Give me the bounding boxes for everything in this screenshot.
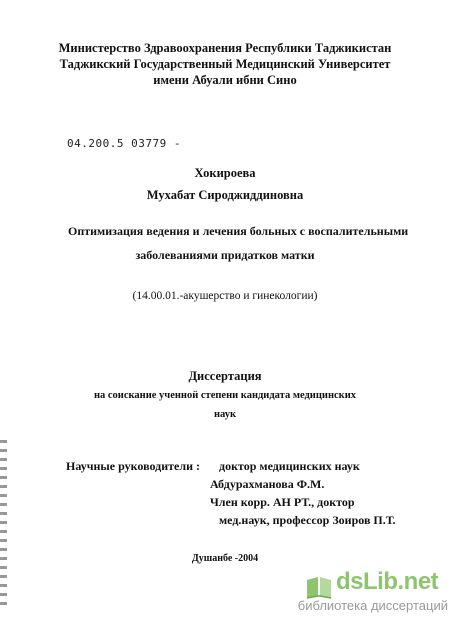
dissertation-title-line1: Оптимизация ведения и лечения больных с воспалительными: [68, 224, 409, 238]
specialty-code: (14.00.01.-акушерство и гинекологии): [132, 290, 318, 302]
author-surname: Хокироева: [194, 166, 256, 180]
dslib-watermark: [270, 568, 448, 614]
university-line: Таджикский Государственный Медицинский Университет: [59, 57, 391, 71]
dissertation-title-line2: заболеваниями придатков матки: [135, 248, 315, 262]
supervisor-2-name: мед.наук, профессор Зоиров П.Т.: [219, 513, 396, 527]
ministry-line: Министерство Здравоохранения Республики Таджикистан: [58, 41, 392, 55]
dissertation-heading: Диссертация: [188, 369, 262, 383]
dslib-logo: [270, 568, 448, 598]
degree-line: на соискание ученной степени кандидата медицинских: [93, 390, 357, 401]
supervisor-degree: доктор медицинских наук: [219, 459, 360, 473]
scan-edge-marks: [0, 440, 7, 610]
dslib-logo-text: dsLib.net: [336, 568, 439, 595]
dslib-caption: библиотека диссертаций: [297, 598, 448, 613]
supervisors-label: Научные руководители :: [66, 459, 200, 473]
supervisor-1-name: Абдурахманова Ф.М.: [210, 477, 325, 491]
university-named-line: имени Абуали ибни Сино: [153, 73, 297, 87]
supervisor-2-title: Член корр. АН РТ., доктор: [210, 495, 355, 509]
city-year: Душанбе -2004: [191, 553, 259, 564]
book-icon: [304, 574, 334, 600]
author-name: Мухабат Сироджиддиновна: [146, 188, 304, 202]
degree-line-2: наук: [213, 409, 237, 420]
registration-stamp: 04.200.5 03779 -: [67, 137, 181, 150]
